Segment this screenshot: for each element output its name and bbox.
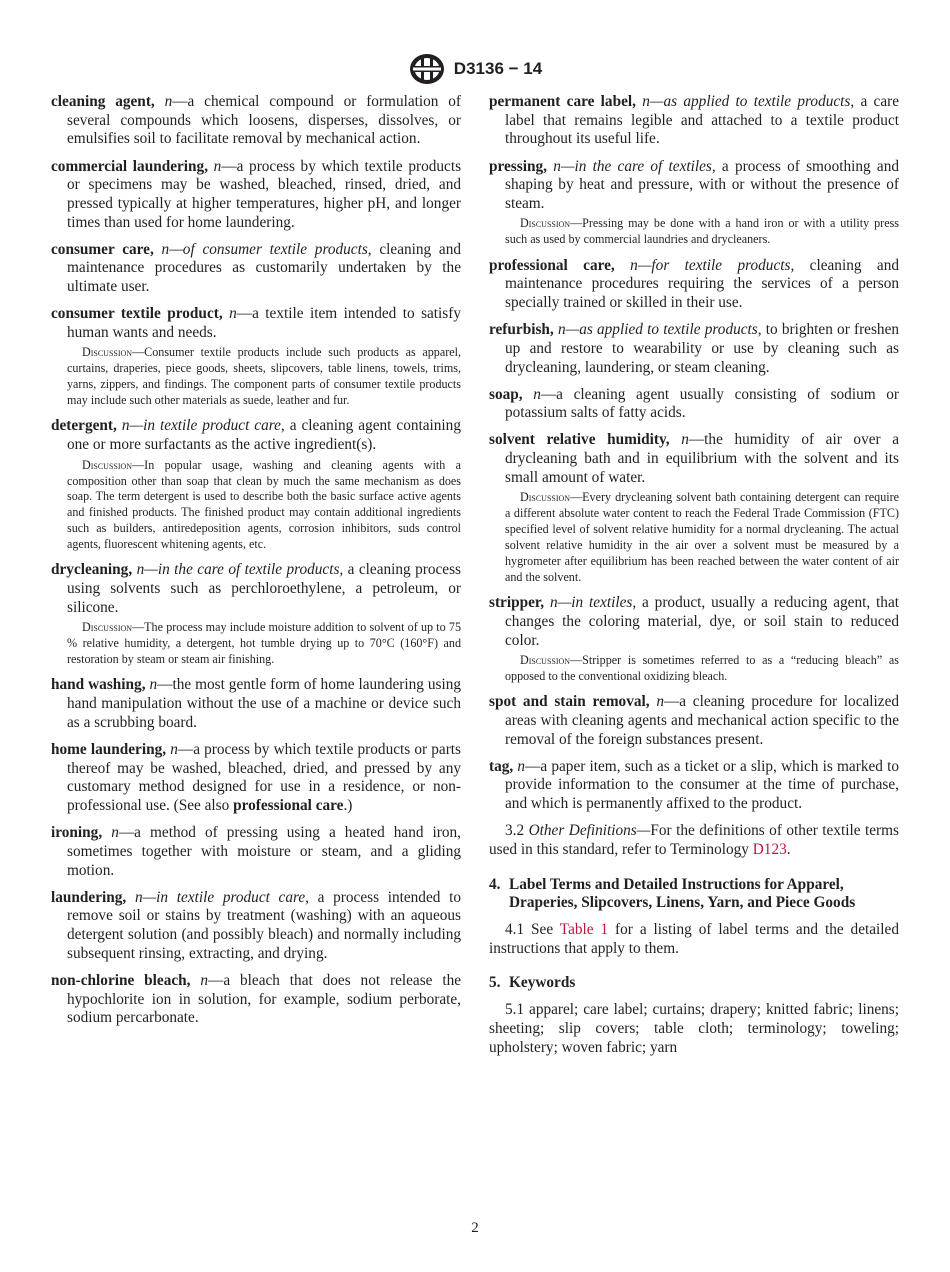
discussion-text: The process may include moisture addition to solvent of up to 75 % relative humidity, a detergent, hot tumble drying up to 70°C (160°F) and restoration by steam or steam air finishing. bbox=[67, 620, 461, 667]
text-run: n bbox=[149, 676, 158, 694]
definition-entry bbox=[51, 241, 461, 297]
text-run: , a product, usually a reducing agent, that changes the coloring material, dye, or soil stain to reduced color. bbox=[505, 594, 899, 649]
definition-term: pressing, bbox=[489, 157, 547, 175]
section-5-heading: 5. Keywords bbox=[489, 974, 576, 992]
definition-entry bbox=[489, 758, 899, 814]
paragraph-3-2 bbox=[489, 822, 899, 859]
definition-entry bbox=[489, 693, 899, 749]
text-run: n—for textile products, bbox=[630, 256, 795, 274]
definition-entry bbox=[489, 386, 899, 423]
text-run: —a cleaning agent usually consisting of sodium or potassium salts of fatty acids. bbox=[505, 385, 899, 422]
text-run: n—in textiles bbox=[549, 594, 633, 612]
definition-term: cleaning agent, bbox=[51, 93, 155, 110]
text-run: —the most gentle form of home laundering using hand manipulation without the use of a machine or device such as a scrubbing board. bbox=[67, 676, 462, 731]
definition-term: spot and stain removal, bbox=[489, 693, 650, 711]
text-run bbox=[615, 257, 630, 274]
text-run: — bbox=[570, 653, 583, 668]
text-run bbox=[670, 431, 682, 448]
text-run: —a process by which textile products or specimens may be washed, bleached, rinsed, dried, and pressed typically at higher temperatures, higher pH, and longer times than used for home laundering. bbox=[67, 157, 462, 231]
definition-term: professional care, bbox=[489, 256, 615, 274]
text-run: —a process by which textile products or parts thereof may be washed, bleached, dried, and pressed by any customary method designed for use in a residence, or non-professional use. (See also bbox=[67, 740, 461, 815]
page-number: 2 bbox=[471, 1220, 479, 1236]
text-run: —a method of pressing using a heated hand iron, sometimes together with moisture or steam, and a gliding motion. bbox=[67, 824, 462, 879]
definition-term: drycleaning, bbox=[51, 561, 133, 579]
text-run bbox=[102, 824, 111, 841]
discussion-label: Discussion bbox=[82, 620, 133, 635]
text-run: a cleaning process using solvents such as perchloroethylene, a petroleum, or silicone. bbox=[67, 561, 462, 616]
discussion-label: Discussion bbox=[82, 457, 133, 472]
text-run: n bbox=[533, 385, 541, 403]
astm-logo-icon bbox=[408, 52, 446, 86]
text-run: a cleaning agent containing one or more surfactants as the active ingredient(s). bbox=[67, 417, 461, 454]
text-run: 4.1 See bbox=[505, 921, 560, 939]
text-run: —a chemical compound or formulation of several compounds which loosens, disperses, dissolves, or emulsifies soil to facilitate removal by mechanical action. bbox=[67, 93, 462, 148]
definition-term: tag, bbox=[489, 757, 514, 775]
definition-entry bbox=[51, 417, 461, 454]
text-run: — bbox=[570, 216, 583, 231]
definition-entry bbox=[489, 93, 899, 149]
text-run: —a paper item, such as a ticket or a slip, which is marked to provide information to the consumer at the time of purchase, and which is permanently affixed to the product. bbox=[505, 757, 899, 813]
text-run: a process intended to remove soil or stains by treatment (washing) with an aqueous detergent solution (and possibly bleach) and normally including subsequent rinsing, extracting, and drying. bbox=[67, 888, 461, 962]
text-run bbox=[155, 93, 165, 110]
discussion-label: Discussion bbox=[520, 490, 571, 505]
text-run: n—in the care of textiles, bbox=[553, 157, 716, 175]
discussion-note bbox=[489, 216, 899, 248]
definition-term: non-chlorine bleach, bbox=[51, 971, 191, 989]
discussion-note bbox=[489, 653, 899, 685]
document-designation: D3136 − 14 bbox=[453, 59, 543, 78]
text-run: . bbox=[786, 840, 791, 858]
discussion-text: Stripper is sometimes referred to as a “reducing bleach” as opposed to the conventional oxidizing bleach. bbox=[505, 653, 899, 683]
text-run: Other Definitions— bbox=[528, 822, 651, 840]
paragraph-5-1 bbox=[489, 1001, 899, 1057]
definition-entry bbox=[51, 93, 461, 149]
text-run bbox=[154, 241, 162, 258]
text-run: n—of consumer textile products, bbox=[161, 240, 372, 258]
definition-entry bbox=[51, 824, 461, 880]
definition-term: laundering, bbox=[51, 888, 127, 906]
page-header bbox=[0, 52, 950, 86]
definition-term: consumer textile product, bbox=[51, 305, 223, 323]
text-run: .) bbox=[343, 797, 353, 815]
left-column bbox=[51, 93, 461, 1036]
text-run: cleaning and maintenance procedures requiring the services of a person specially trained or skilled in their use. bbox=[505, 256, 899, 312]
text-run: a care label that remains legible and attached to a textile product throughout its useful life. bbox=[505, 93, 900, 148]
text-run: — bbox=[132, 457, 145, 472]
definition-entry bbox=[51, 561, 461, 617]
text-run: n—in the care of textile products, bbox=[136, 561, 344, 579]
reference-link[interactable]: Table 1 bbox=[559, 921, 609, 939]
text-run: n bbox=[111, 824, 119, 842]
discussion-note bbox=[489, 490, 899, 585]
definition-term: solvent relative humidity, bbox=[489, 431, 670, 449]
definition-entry bbox=[489, 431, 899, 487]
discussion-note bbox=[51, 458, 461, 553]
definition-term: ironing, bbox=[51, 824, 103, 842]
text-run: n bbox=[164, 93, 173, 110]
definition-entry bbox=[51, 158, 461, 233]
text-run: —a textile item intended to satisfy human wants and needs. bbox=[67, 305, 462, 341]
text-run: n bbox=[229, 305, 237, 323]
definition-entry bbox=[489, 158, 899, 214]
discussion-note bbox=[51, 620, 461, 668]
text-run: —a cleaning procedure for localized areas with cleaning agents and mechanical action specific to the removal of the foreign substances present. bbox=[505, 693, 900, 748]
text-run: 5.1 apparel; care label; curtains; drapery; knitted fabric; linens; sheeting; slip covers; table cloth; terminology; toweling; upholstery; woven fabric; yarn bbox=[489, 1001, 899, 1056]
discussion-label: Discussion bbox=[520, 216, 571, 231]
text-run: n bbox=[517, 757, 526, 775]
text-run: a process of smoothing and shaping by heat and pressure, with or without the presence of steam. bbox=[505, 157, 899, 212]
text-run: — bbox=[132, 620, 145, 635]
text-run: n—in textile product care, bbox=[134, 888, 309, 906]
text-run: —a bleach that does not release the hypochlorite ion in solution, for example, sodium perborate, sodium percarbonate. bbox=[67, 971, 462, 1027]
text-run: cleaning and maintenance procedures as customarily undertaken by the ultimate user. bbox=[67, 240, 462, 296]
discussion-text: Consumer textile products include such products as apparel, curtains, draperies, piece goods, sheets, slipcovers, table linens, towels, trims, yarns, zippers, and findings. The component parts of consumer textile products may include such other materials as suede, leather and fur. bbox=[67, 345, 461, 408]
text-run: 3.2 bbox=[505, 822, 529, 840]
definition-term: consumer care, bbox=[51, 240, 154, 258]
definition-entry bbox=[489, 321, 899, 377]
text-run: — bbox=[570, 490, 583, 505]
definition-term: soap, bbox=[489, 385, 523, 403]
definition-term: commercial laundering, bbox=[51, 157, 209, 175]
definition-entry bbox=[51, 741, 461, 816]
definition-entry bbox=[489, 594, 899, 650]
text-run: n bbox=[213, 157, 222, 175]
text-run: n—as applied to textile products, bbox=[642, 93, 855, 110]
definition-term: refurbish, bbox=[489, 321, 554, 339]
reference-link[interactable]: D123 bbox=[752, 840, 787, 858]
text-run: — bbox=[132, 345, 145, 360]
text-run: n—in textile product care, bbox=[121, 417, 285, 435]
text-run: n bbox=[681, 431, 689, 449]
definition-entry bbox=[51, 889, 461, 964]
definition-term: hand washing, bbox=[51, 676, 146, 694]
text-run: to brighten or freshen up and restore to wearability or use by cleaning such as drycleaning, laundering, or steam cleaning. bbox=[505, 321, 900, 376]
text-run bbox=[126, 889, 135, 906]
discussion-text: Every drycleaning solvent bath containing detergent can require a different absolute water content to reach the Federal Trade Commission (FTC) specified level of solvent relative humidity for a normal drycleaning. The actual solvent relative humidity in the air over a solvent must be measured by a hygrometer after equilibrium has been reached between the water content of air and the solvent. bbox=[505, 490, 899, 584]
definition-term: stripper, bbox=[489, 594, 545, 612]
text-run: professional care bbox=[233, 797, 344, 815]
text-run: for a listing of label terms and the detailed instructions that apply to them. bbox=[489, 921, 899, 957]
text-run: For the definitions of other textile terms used in this standard, refer to Terminology bbox=[489, 822, 899, 858]
text-run: n bbox=[656, 693, 664, 711]
text-run bbox=[191, 972, 201, 989]
discussion-note bbox=[51, 345, 461, 409]
discussion-label: Discussion bbox=[520, 653, 571, 668]
right-column bbox=[489, 93, 899, 1066]
definition-term: permanent care label, bbox=[489, 93, 636, 110]
definition-entry bbox=[51, 305, 461, 342]
definition-entry bbox=[51, 972, 461, 1028]
discussion-text: In popular usage, washing and cleaning agents with a composition other than soap that clean by much the same mechanism as does soap. The term detergent is used to describe both the basic surface active agents and finished products. The finished product may contain additional ingredients such as builders, antiredeposition agents, corrosion inhibitors, suds control agents, fluorescent whitening agents, etc. bbox=[67, 457, 461, 552]
text-run: n—as applied to textile products, bbox=[557, 321, 762, 339]
text-run: n bbox=[170, 740, 178, 758]
right-column-entries bbox=[489, 93, 899, 814]
paragraph-4-1 bbox=[489, 921, 899, 958]
section-4-heading: 4. Label Terms and Detailed Instructions for Apparel, Draperies, Slipcovers, Linens, Yarn, and Piece Goods bbox=[489, 875, 856, 912]
discussion-text: Pressing may be done with a hand iron or with a utility press such as used by commercial laundries and drycleaners. bbox=[505, 216, 899, 247]
definition-term: detergent, bbox=[51, 417, 117, 435]
text-run: n bbox=[200, 971, 209, 989]
definition-entry bbox=[51, 676, 461, 732]
definition-term: home laundering, bbox=[51, 740, 167, 758]
text-run: —the humidity of air over a drycleaning bath and in equilibrium with the solvent and its small amount of water. bbox=[505, 431, 900, 486]
text-run bbox=[523, 386, 534, 403]
definition-entry bbox=[489, 257, 899, 313]
discussion-label: Discussion bbox=[82, 345, 133, 360]
